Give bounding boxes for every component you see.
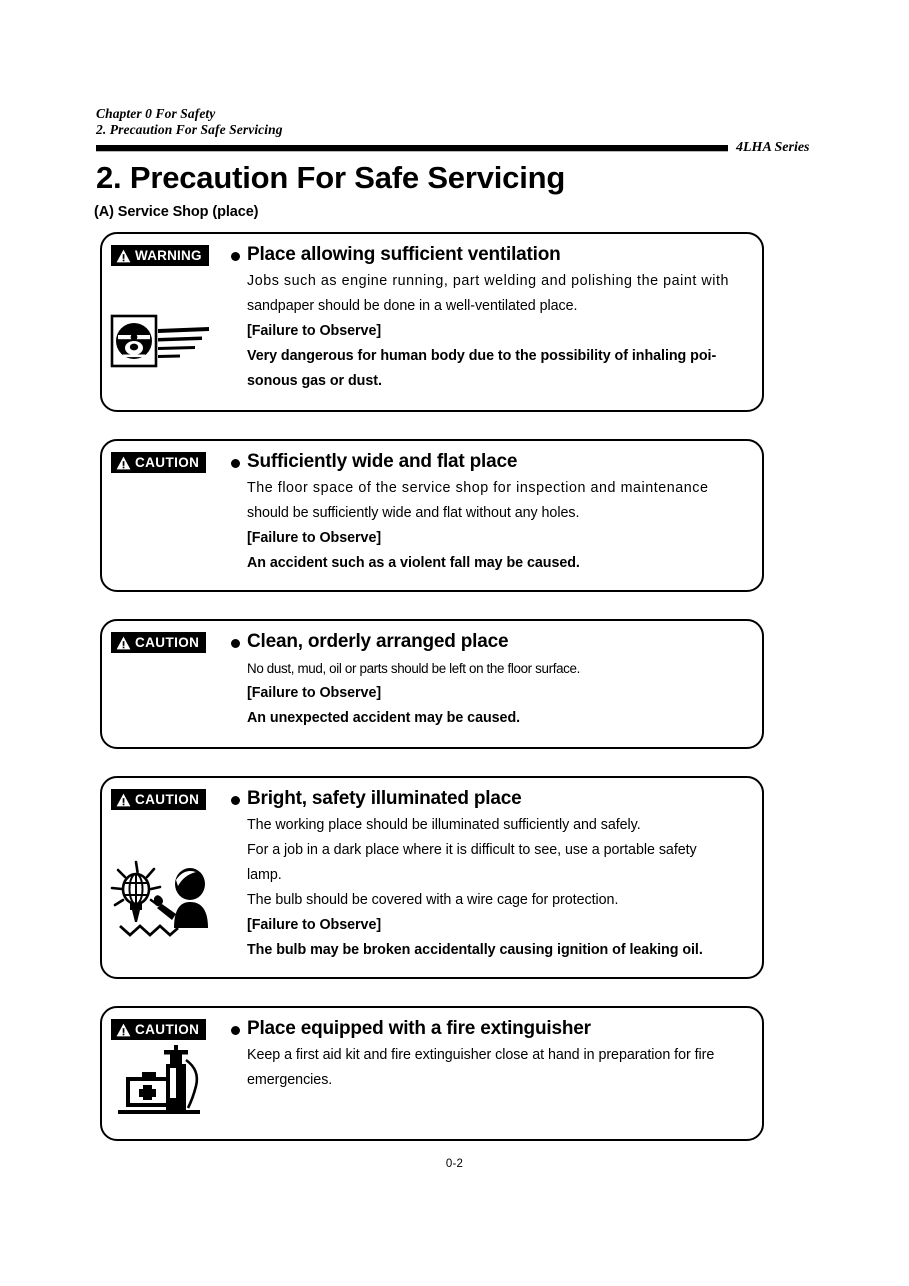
notice-heading-text: Sufficiently wide and flat place bbox=[247, 451, 518, 472]
notice-heading-text: Clean, orderly arranged place bbox=[247, 631, 509, 652]
notice-text-bold: Very dangerous for human body due to the possibility of inhaling poi- bbox=[247, 348, 717, 364]
header-section: 2. Precaution For Safe Servicing bbox=[96, 122, 283, 137]
notice-heading bbox=[247, 1017, 758, 1041]
safety-notice-box bbox=[100, 439, 764, 592]
notice-text: No dust, mud, oil or parts should be left on the floor surface. bbox=[247, 661, 580, 676]
caution-badge bbox=[111, 789, 206, 810]
notice-text: For a job in a dark place where it is difficult to see, use a portable safety bbox=[247, 842, 697, 858]
safety-notice-box bbox=[100, 619, 764, 749]
warning-triangle-icon bbox=[116, 636, 131, 650]
bullet-icon bbox=[231, 459, 240, 468]
notice-text: emergencies. bbox=[247, 1072, 333, 1088]
page-header bbox=[96, 106, 808, 157]
bullet-icon bbox=[231, 796, 240, 805]
safety-notice-box bbox=[100, 1006, 764, 1141]
notice-heading bbox=[247, 630, 758, 654]
badge-label: CAUTION bbox=[135, 1021, 200, 1037]
badge-label: CAUTION bbox=[135, 634, 200, 650]
notice-heading-text: Place equipped with a fire extinguisher bbox=[247, 1018, 591, 1039]
notice-text: lamp. bbox=[247, 867, 282, 883]
caution-badge bbox=[111, 452, 206, 473]
notice-text: sandpaper should be done in a well-ventilated place. bbox=[247, 298, 578, 314]
notice-text-bold: An accident such as a violent fall may be caused. bbox=[247, 555, 580, 571]
header-rule bbox=[96, 145, 728, 151]
notice-text-bold: [Failure to Observe] bbox=[247, 685, 382, 701]
warning-triangle-icon bbox=[116, 1023, 131, 1037]
notice-heading-text: Bright, safety illuminated place bbox=[247, 788, 522, 809]
notice-text-bold: The bulb may be broken accidentally causing ignition of leaking oil. bbox=[247, 942, 703, 958]
notice-text: The floor space of the service shop for inspection and maintenance bbox=[247, 480, 709, 496]
bullet-icon bbox=[231, 639, 240, 648]
warning-triangle-icon bbox=[116, 793, 131, 807]
header-series-label: 4LHA Series bbox=[736, 140, 810, 155]
notice-text: should be sufficiently wide and flat without any holes. bbox=[247, 505, 580, 521]
page-title: 2. Precaution For Safe Servicing bbox=[96, 160, 566, 195]
safety-notice-list bbox=[100, 232, 764, 1168]
notice-text-bold: [Failure to Observe] bbox=[247, 530, 382, 546]
page-number: 0-2 bbox=[445, 1158, 464, 1170]
badge-label: CAUTION bbox=[135, 454, 200, 470]
caution-badge bbox=[111, 1019, 206, 1040]
notice-text-bold: [Failure to Observe] bbox=[247, 323, 382, 339]
warning-triangle-icon bbox=[116, 456, 131, 470]
warning-badge bbox=[111, 245, 209, 266]
badge-label: WARNING bbox=[135, 247, 202, 263]
notice-text-bold: An unexpected accident may be caused. bbox=[247, 710, 521, 726]
safety-notice-box bbox=[100, 776, 764, 979]
notice-heading bbox=[247, 450, 758, 474]
notice-text: The bulb should be covered with a wire cage for protection. bbox=[247, 892, 619, 908]
notice-heading bbox=[247, 243, 758, 267]
caution-badge bbox=[111, 632, 206, 653]
warning-triangle-icon bbox=[116, 249, 131, 263]
notice-text: Keep a first aid kit and fire extinguisher close at hand in preparation for fire bbox=[247, 1047, 715, 1063]
notice-text-bold: [Failure to Observe] bbox=[247, 917, 382, 933]
header-rule-row bbox=[96, 141, 808, 157]
safety-notice-box bbox=[100, 232, 764, 412]
badge-label: CAUTION bbox=[135, 791, 200, 807]
header-chapter: Chapter 0 For Safety bbox=[96, 106, 216, 121]
bullet-icon bbox=[231, 1026, 240, 1035]
notice-text-bold: sonous gas or dust. bbox=[247, 373, 382, 389]
notice-text: Jobs such as engine running, part welding and polishing the paint with bbox=[247, 273, 729, 289]
notice-text: The working place should be illuminated sufficiently and safely. bbox=[247, 817, 641, 833]
subsection-label: (A) Service Shop (place) bbox=[94, 204, 259, 220]
notice-heading bbox=[247, 787, 758, 811]
page-footer bbox=[0, 1158, 909, 1170]
notice-heading-text: Place allowing sufficient ventilation bbox=[247, 244, 561, 265]
bullet-icon bbox=[231, 252, 240, 261]
